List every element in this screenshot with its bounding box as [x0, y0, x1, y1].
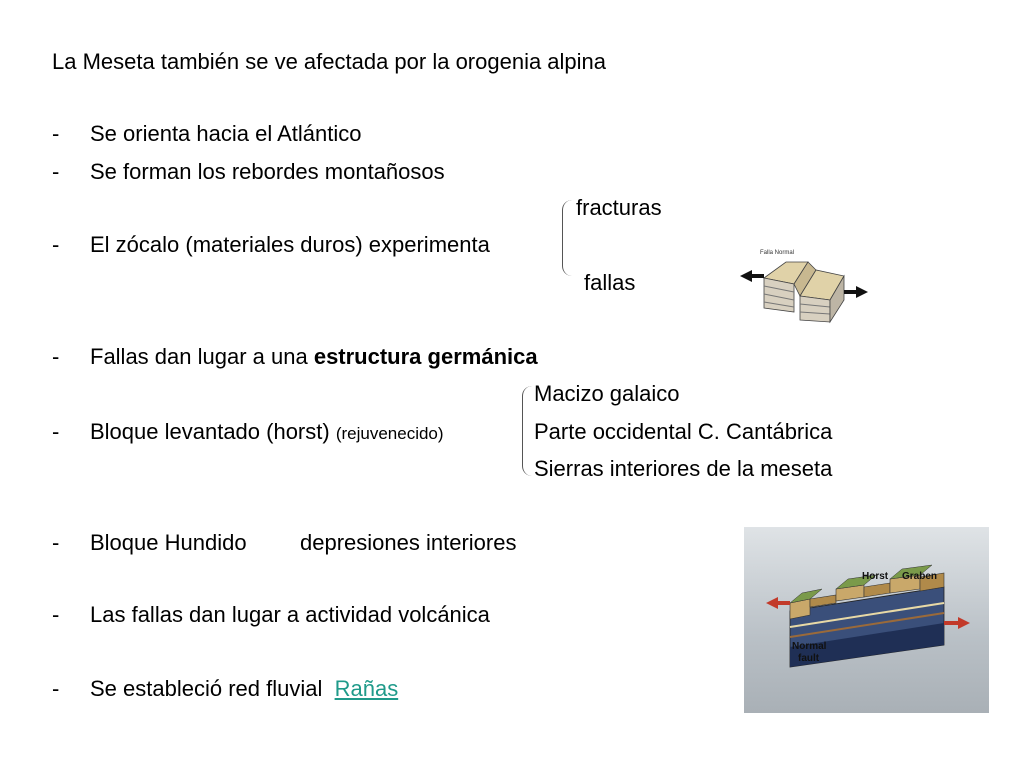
item-text-bold: estructura germánica [313, 344, 538, 369]
bullet-dash: - [52, 602, 60, 627]
item-text [90, 343, 538, 371]
bullet-dash: - [52, 121, 60, 146]
bullet-dash: - [52, 344, 60, 369]
item-text: Se orienta hacia el Atlántico [90, 121, 362, 146]
bullet-dash: - [52, 159, 60, 184]
item-text-small: (rejuvenecido) [335, 424, 444, 443]
brace [522, 386, 533, 476]
horst-graben-figure [744, 527, 989, 713]
option-fracturas: fracturas [576, 195, 662, 220]
figure-label: Falla Normal [760, 250, 795, 256]
option-parte-occidental: Parte occidental C. Cantábrica [534, 419, 833, 444]
item-text: Se forman los rebordes montañosos [90, 159, 445, 184]
normal-fault-diagram [736, 240, 872, 330]
item-text: Las fallas dan lugar a actividad volcánica [90, 602, 490, 627]
label-fault: fault [798, 653, 820, 664]
item-text [90, 418, 444, 448]
bullet-dash: - [52, 232, 60, 257]
item-text: Bloque Hundido [90, 530, 247, 555]
item-text-main: Se estableció red fluvial [90, 676, 323, 701]
bullet-dash: - [52, 419, 60, 444]
brace [562, 200, 573, 276]
horst-graben-diagram [744, 527, 989, 713]
bullet-dash: - [52, 676, 60, 701]
item-text: El zócalo (materiales duros) experimenta [90, 232, 490, 257]
label-graben: Graben [902, 571, 938, 582]
page-title: La Meseta también se ve afectada por la orogenia alpina [52, 49, 607, 74]
label-normal: Normal [792, 641, 827, 652]
item-result: depresiones interiores [300, 530, 517, 555]
item-text [90, 675, 398, 703]
option-fallas: fallas [584, 270, 636, 295]
label-horst: Horst [862, 571, 889, 582]
item-text-prefix: Fallas dan lugar a una [90, 344, 314, 369]
option-macizo-galaico: Macizo galaico [534, 381, 680, 406]
item-text-main: Bloque levantado (horst) [90, 419, 336, 444]
option-sierras-interiores: Sierras interiores de la meseta [534, 456, 833, 481]
bullet-dash: - [52, 530, 60, 555]
normal-fault-figure [736, 240, 872, 330]
ranas-link[interactable]: Rañas [334, 676, 399, 701]
